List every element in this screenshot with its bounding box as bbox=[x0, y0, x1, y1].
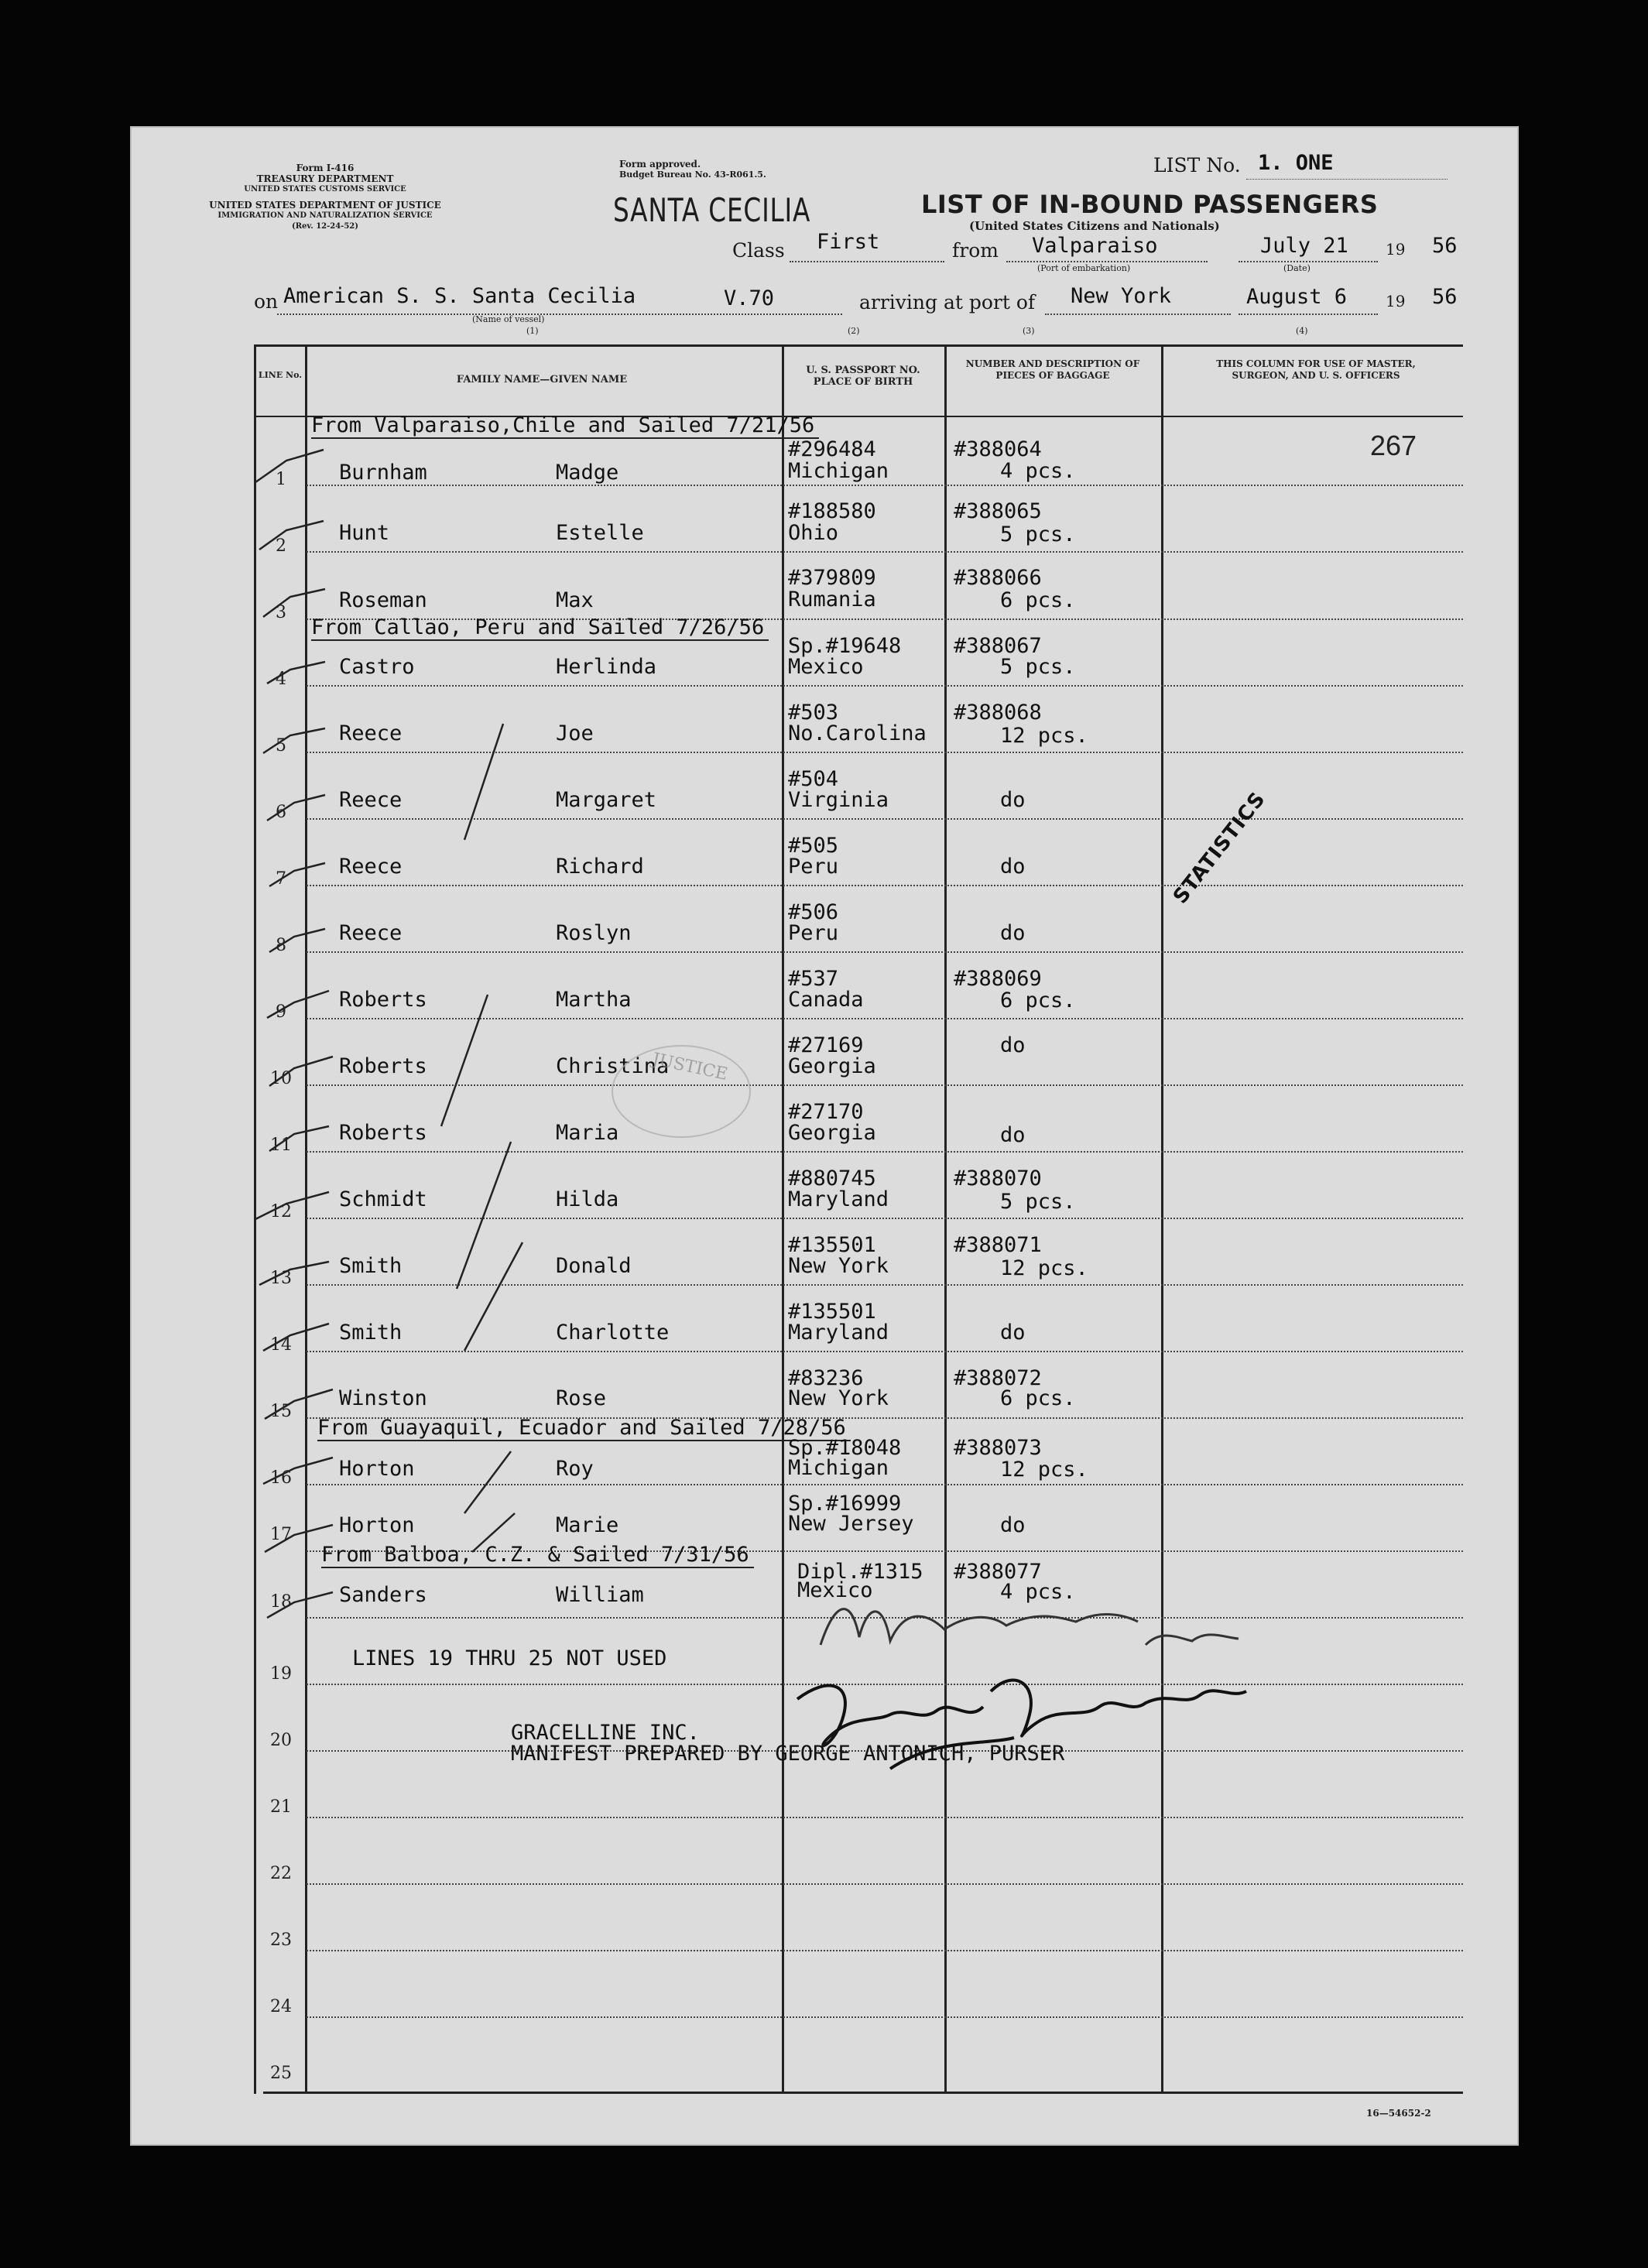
line-number: 16 bbox=[270, 1468, 292, 1488]
form-ins: IMMIGRATION AND NATURALIZATION SERVICE bbox=[218, 211, 433, 220]
departure-date: July 21 bbox=[1260, 234, 1348, 258]
birth-place: New Jersey bbox=[788, 1512, 914, 1536]
section-heading: From Valparaiso,Chile and Sailed 7/21/56 bbox=[311, 413, 819, 439]
baggage-pieces: do bbox=[1000, 1321, 1026, 1345]
line-number: 15 bbox=[270, 1402, 292, 1421]
col-num-1: (1) bbox=[526, 326, 539, 336]
family-name: Reece bbox=[339, 721, 403, 745]
approval-line2: Budget Bureau No. 43-R061.5. bbox=[619, 170, 766, 180]
on-label: on bbox=[254, 290, 279, 313]
line-number: 23 bbox=[270, 1931, 292, 1950]
given-name: Roslyn bbox=[556, 921, 632, 945]
birth-place: Peru bbox=[788, 921, 839, 945]
line-number: 25 bbox=[270, 2064, 292, 2083]
baggage-number: #388072 bbox=[954, 1366, 1042, 1390]
arrival-year-prefix: 19 bbox=[1386, 292, 1406, 310]
birth-place: Maryland bbox=[788, 1321, 889, 1345]
line-number: 10 bbox=[270, 1069, 292, 1088]
col-num-3: (3) bbox=[1023, 326, 1035, 336]
family-name: Smith bbox=[339, 1321, 403, 1345]
baggage-pieces: 4 pcs. bbox=[1000, 459, 1076, 483]
officer-note: 267 bbox=[1370, 430, 1417, 461]
family-name: Burnham bbox=[339, 461, 427, 485]
class-value: First bbox=[817, 230, 880, 254]
family-name: Roseman bbox=[339, 588, 427, 612]
baggage-pieces: 5 pcs. bbox=[1000, 1190, 1076, 1214]
header-name: FAMILY NAME—GIVEN NAME bbox=[456, 374, 628, 385]
arrival-port: New York bbox=[1071, 284, 1172, 308]
passport-number: #27170 bbox=[788, 1100, 864, 1124]
baggage-number: #388068 bbox=[954, 701, 1042, 725]
passport-number: #880745 bbox=[788, 1167, 876, 1191]
baggage-pieces: 12 pcs. bbox=[1000, 1256, 1088, 1280]
given-name: Donald bbox=[556, 1254, 632, 1278]
passport-number: #83236 bbox=[788, 1366, 864, 1390]
family-name: Horton bbox=[339, 1457, 415, 1481]
arrival-year: 56 bbox=[1432, 285, 1458, 309]
baggage-pieces: 4 pcs. bbox=[1000, 1580, 1076, 1604]
passport-number: Dipl.#1315 bbox=[797, 1560, 923, 1584]
baggage-number: #388064 bbox=[954, 437, 1042, 461]
given-name: Roy bbox=[556, 1457, 594, 1481]
year-prefix: 19 bbox=[1386, 240, 1406, 259]
family-name: Hunt bbox=[339, 521, 390, 545]
birth-place: Mexico bbox=[788, 655, 864, 679]
given-name: Richard bbox=[556, 855, 644, 879]
given-name: Martha bbox=[556, 988, 632, 1012]
vessel-name-value: American S. S. Santa Cecilia bbox=[283, 284, 636, 308]
line-number: 1 bbox=[276, 470, 286, 489]
header-line-no: LINE No. bbox=[258, 370, 303, 380]
line-number: 6 bbox=[276, 803, 286, 822]
approval-line1: Form approved. bbox=[619, 159, 701, 170]
family-name: Roberts bbox=[339, 1054, 427, 1078]
passport-number: #379809 bbox=[788, 566, 876, 590]
signature-purser bbox=[782, 1660, 1324, 1784]
passport-number: Sp.#16999 bbox=[788, 1492, 902, 1516]
form-customs: UNITED STATES CUSTOMS SERVICE bbox=[244, 185, 406, 194]
vessel-caption: (Name of vessel) bbox=[472, 314, 545, 324]
birth-place: Ohio bbox=[788, 521, 839, 545]
passport-number: Sp.#18048 bbox=[788, 1436, 902, 1460]
family-name: Reece bbox=[339, 921, 403, 945]
given-name: Rose bbox=[556, 1386, 607, 1410]
list-no-value: 1. ONE bbox=[1258, 151, 1334, 175]
form-department: TREASURY DEPARTMENT bbox=[256, 173, 394, 184]
form-rev: (Rev. 12-24-52) bbox=[292, 222, 358, 231]
given-name: Madge bbox=[556, 461, 619, 485]
form-number: Form I-416 bbox=[296, 163, 355, 173]
line-number: 20 bbox=[270, 1731, 292, 1750]
baggage-number: #388066 bbox=[954, 566, 1042, 590]
birth-place: Canada bbox=[788, 988, 864, 1012]
given-name: Maria bbox=[556, 1121, 619, 1145]
baggage-pieces: 5 pcs. bbox=[1000, 522, 1076, 546]
given-name: Margaret bbox=[556, 788, 657, 812]
baggage-number: #388065 bbox=[954, 499, 1042, 523]
birth-place: Virginia bbox=[788, 788, 889, 812]
birth-place: New York bbox=[788, 1386, 889, 1410]
vessel-name-stamp: SANTA CECILIA bbox=[613, 191, 811, 229]
line-number: 2 bbox=[276, 536, 286, 556]
given-name: Estelle bbox=[556, 521, 644, 545]
given-name: Charlotte bbox=[556, 1321, 670, 1345]
family-name: Sanders bbox=[339, 1583, 427, 1607]
given-name: Christina bbox=[556, 1054, 670, 1078]
family-name: Schmidt bbox=[339, 1187, 427, 1211]
passport-number: #506 bbox=[788, 900, 839, 924]
class-label: Class bbox=[732, 239, 785, 262]
birth-place: Maryland bbox=[788, 1187, 889, 1211]
given-name: William bbox=[556, 1583, 644, 1607]
header-passport: U. S. PASSPORT NO. PLACE OF BIRTH bbox=[806, 365, 920, 388]
family-name: Roberts bbox=[339, 1121, 427, 1145]
line-number: 14 bbox=[270, 1335, 292, 1355]
passport-number: #188580 bbox=[788, 499, 876, 523]
line-number: 21 bbox=[270, 1797, 292, 1817]
justice-stamp-text: JUSTICE bbox=[650, 1050, 730, 1084]
port-embark-caption: (Port of embarkation) bbox=[1037, 263, 1131, 273]
baggage-pieces: 12 pcs. bbox=[1000, 724, 1088, 748]
check-marks bbox=[132, 128, 1517, 2144]
baggage-pieces: 5 pcs. bbox=[1000, 655, 1076, 679]
line-number: 11 bbox=[270, 1136, 292, 1155]
page-title: LIST OF IN-BOUND PASSENGERS bbox=[921, 190, 1379, 219]
arrival-date: August 6 bbox=[1246, 285, 1348, 309]
from-label: from bbox=[952, 239, 999, 262]
family-name: Castro bbox=[339, 655, 415, 679]
family-name: Horton bbox=[339, 1513, 415, 1537]
col-num-4: (4) bbox=[1296, 326, 1308, 336]
voyage-value: V.70 bbox=[724, 286, 775, 310]
baggage-number: #388071 bbox=[954, 1233, 1042, 1257]
birth-place: Georgia bbox=[788, 1121, 876, 1145]
line-number: 9 bbox=[276, 1002, 286, 1022]
birth-place: No.Carolina bbox=[788, 721, 927, 745]
line-number: 18 bbox=[270, 1592, 292, 1612]
company-name: GRACELLINE INC. bbox=[511, 1721, 700, 1745]
given-name: Hilda bbox=[556, 1187, 619, 1211]
birth-place: Mexico bbox=[797, 1578, 873, 1602]
family-name: Reece bbox=[339, 855, 403, 879]
baggage-pieces: do bbox=[1000, 921, 1026, 945]
departure-year: 56 bbox=[1432, 234, 1458, 258]
baggage-pieces: do bbox=[1000, 855, 1026, 879]
passport-number: #503 bbox=[788, 701, 839, 725]
passport-number: #296484 bbox=[788, 437, 876, 461]
form-justice: UNITED STATES DEPARTMENT OF JUSTICE bbox=[209, 200, 441, 211]
baggage-pieces: 12 pcs. bbox=[1000, 1458, 1088, 1482]
line-number: 12 bbox=[270, 1202, 292, 1221]
birth-place: Michigan bbox=[788, 459, 889, 483]
prepared-by: MANIFEST PREPARED BY GEORGE ANTONICH, PURSER bbox=[511, 1742, 1065, 1766]
passport-number: #27169 bbox=[788, 1033, 864, 1057]
line-number: 5 bbox=[276, 736, 286, 755]
birth-place: Georgia bbox=[788, 1054, 876, 1078]
passport-number: Sp.#19648 bbox=[788, 634, 902, 658]
given-name: Max bbox=[556, 588, 594, 612]
baggage-number: #388067 bbox=[954, 634, 1042, 658]
line-number: 22 bbox=[270, 1864, 292, 1883]
line-number: 19 bbox=[270, 1664, 292, 1684]
line-number: 24 bbox=[270, 1997, 292, 2016]
unused-lines-note: LINES 19 THRU 25 NOT USED bbox=[352, 1646, 667, 1670]
list-no-label: LIST No. bbox=[1153, 154, 1241, 176]
given-name: Joe bbox=[556, 721, 594, 745]
passport-number: #537 bbox=[788, 967, 839, 991]
date-caption: (Date) bbox=[1283, 263, 1311, 273]
from-port-value: Valparaiso bbox=[1032, 234, 1158, 258]
statistics-stamp: STATISTICS bbox=[1169, 787, 1271, 909]
line-number: 17 bbox=[270, 1525, 292, 1544]
birth-place: Peru bbox=[788, 855, 839, 879]
passport-number: #135501 bbox=[788, 1233, 876, 1257]
line-number: 3 bbox=[276, 603, 286, 622]
form-code: 16—54652-2 bbox=[1366, 2108, 1431, 2119]
section-heading: From Balboa, C.Z. & Sailed 7/31/56 bbox=[321, 1543, 754, 1568]
passport-number: #135501 bbox=[788, 1300, 876, 1324]
baggage-pieces: 6 pcs. bbox=[1000, 988, 1076, 1012]
arriving-label: arriving at port of bbox=[859, 291, 1036, 313]
baggage-number: #388070 bbox=[954, 1167, 1042, 1191]
baggage-pieces: do bbox=[1000, 1513, 1026, 1537]
line-number: 7 bbox=[276, 869, 286, 889]
baggage-number: #388069 bbox=[954, 967, 1042, 991]
header-officers: THIS COLUMN FOR USE OF MASTER, SURGEON, AND U. S. OFFICERS bbox=[1216, 358, 1416, 381]
section-heading: From Callao, Peru and Sailed 7/26/56 bbox=[311, 615, 769, 641]
baggage-pieces: 6 pcs. bbox=[1000, 588, 1076, 612]
birth-place: New York bbox=[788, 1254, 889, 1278]
family-name: Reece bbox=[339, 788, 403, 812]
passport-number: #504 bbox=[788, 767, 839, 791]
page-subtitle: (United States Citizens and Nationals) bbox=[969, 219, 1220, 233]
line-number: 13 bbox=[270, 1269, 292, 1288]
family-name: Roberts bbox=[339, 988, 427, 1012]
birth-place: Michigan bbox=[788, 1456, 889, 1480]
col-num-2: (2) bbox=[848, 326, 860, 336]
baggage-pieces: do bbox=[1000, 1033, 1026, 1057]
baggage-pieces: 6 pcs. bbox=[1000, 1386, 1076, 1410]
manifest-page bbox=[132, 128, 1517, 2144]
section-heading: From Guayaquil, Ecuador and Sailed 7/28/56 bbox=[317, 1416, 851, 1441]
line-number: 8 bbox=[276, 936, 286, 955]
line-number: 4 bbox=[276, 670, 286, 689]
birth-place: Rumania bbox=[788, 588, 876, 612]
header-baggage: NUMBER AND DESCRIPTION OF PIECES OF BAGGAGE bbox=[965, 358, 1140, 381]
family-name: Winston bbox=[339, 1386, 427, 1410]
baggage-pieces: do bbox=[1000, 1123, 1026, 1147]
family-name: Smith bbox=[339, 1254, 403, 1278]
given-name: Marie bbox=[556, 1513, 619, 1537]
given-name: Herlinda bbox=[556, 655, 657, 679]
passport-number: #505 bbox=[788, 834, 839, 858]
baggage-number: #388077 bbox=[954, 1560, 1042, 1584]
baggage-pieces: do bbox=[1000, 788, 1026, 812]
baggage-number: #388073 bbox=[954, 1436, 1042, 1460]
